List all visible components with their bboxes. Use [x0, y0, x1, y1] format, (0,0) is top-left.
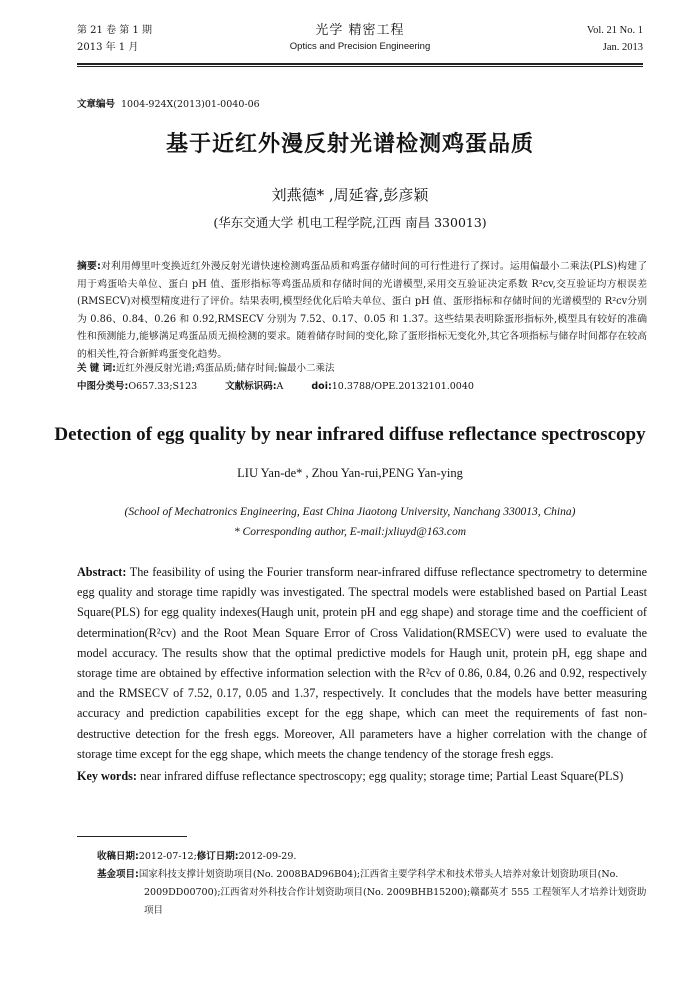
footnote-rule — [77, 836, 187, 837]
article-number-value: 1004-924X(2013)01-0040-06 — [121, 99, 260, 110]
footnote — [97, 848, 647, 920]
header-rule-thin — [77, 66, 643, 67]
article-number — [77, 96, 260, 110]
abstract-cn-text: 对利用傅里叶变换近红外漫反射光谱快速检测鸡蛋品质和鸡蛋存储时间的可行性进行了探讨。运用偏最小二乘法(PLS)构建了用于鸡蛋哈夫单位、蛋白 pH 值、蛋形指标等鸡蛋品质和存储时间的光谱模型,采用交互验证决定系数 R²cv,交互验证均方根误差(RMSECV)对模型精度进行了评价。结果表明,模型经优化后哈夫单位、蛋白 pH 值、蛋形指标和存储时间的光谱模型的 R²cv分别为 0.86、0.84、0.26 和 0.92,RMSECV 分别为 7.52、0.17、0.05 和 1.37。这些结果表明除蛋形指标外,模型具有较好的准确性和预测能力,能够满足鸡蛋品质无损检测的要求。随着储存时间的变化,除了蛋形指标无变化外,其它各项指标与储存时间都存在较高的相关性,符合新鲜鸡蛋变化趋势。 — [77, 261, 648, 360]
keywords-en-text: near infrared diffuse reflectance spectroscopy; egg quality; storage time; Partial Least Square(PLS) — [136, 769, 624, 783]
affiliation-en: (School of Mechatronics Engineering, East China Jiaotong University, Nanchang 330013, China) — [124, 506, 576, 518]
keywords-en-label: Key words: — [77, 769, 137, 783]
keywords-en — [77, 766, 647, 786]
volume-issue-en: Vol. 21 No. 1 — [586, 25, 643, 36]
running-header — [77, 22, 643, 60]
authors-en: LIU Yan-de* , Zhou Yan-rui,PENG Yan-ying — [237, 466, 463, 480]
doi-value[interactable]: 10.3788/OPE.20132101.0040 — [331, 381, 474, 392]
fund-label: 基金项目: — [97, 869, 139, 880]
doi-label: doi: — [311, 381, 332, 392]
header-journal — [77, 22, 643, 54]
abstract-en-text: The feasibility of using the Fourier transform near-infrared diffuse reflectance spectrometry to determine egg quality and storage time rapidly was investigated. The spectral models were established based on Partial Least Square(PLS) for egg quality indexes(Haugh unit, protein pH and egg shape) and storage time and the coefficient of determination(R²cv) and the Root Mean Square Error of Cross Validation(RMSECV) were used to evaluate the model accuracy. The results show that the optimal predictive models for Haugh unit, protein pH, egg shape and storage time are obtained by effective information selection with the R²cv of 0.86, 0.84, 0.26 and 0.92, respectively and the RMSECV of 7.52, 0.17, 0.05 and 1.37, respectively. It concludes that the models have better measuring accuracy and prediction capabilities except for the egg shape, which can meet the requirements of fast non-destructive detection for the fresh eggs. Moreover, All parameters have a higher correlation with the change of storage time except for the egg shape, which meets the change tendency of the storage fresh eggs. — [77, 565, 647, 761]
abstract-cn-label: 摘要: — [77, 261, 101, 272]
affiliation-cn: (华东交通大学 机电工程学院,江西 南昌 330013) — [213, 215, 487, 230]
revised-label: 修订日期: — [196, 851, 239, 862]
received-label: 收稿日期: — [97, 851, 139, 862]
volume-issue-cn: 第 21 卷 第 1 期 — [77, 25, 152, 36]
authors-cn: 刘燕德* ,周延睿,彭彦颖 — [271, 186, 429, 204]
header-rule-thick — [77, 63, 643, 65]
abstract-en-label: Abstract: — [77, 565, 127, 579]
footnote-dates — [97, 848, 647, 866]
header-right — [587, 22, 643, 56]
title-en: Detection of egg quality by near infrared diffuse reflectance spectroscopy — [54, 424, 646, 445]
keywords-cn-label: 关 键 词: — [77, 363, 116, 374]
abstract-cn — [77, 258, 647, 363]
classification — [77, 378, 647, 392]
footnote-fund — [97, 866, 647, 920]
keywords-cn-text: 近红外漫反射光谱;鸡蛋品质;储存时间;偏最小二乘法 — [115, 363, 335, 374]
abstract-en — [77, 562, 647, 764]
doc-code-label: 文献标识码: — [225, 381, 277, 392]
date-en: Jan. 2013 — [602, 42, 643, 53]
fund-text: 国家科技支撑计划资助项目(No. 2008BAD96B04);江西省主要学科学术和技术带头人培养对象计划资助项目(No. 2009DD00700);江西省对外科技合作计划资助项目(No. 2009BHB15200);赣鄱英才 555 工程领军人才培养计划资助项目 — [138, 869, 647, 916]
journal-title-en: Optics and Precision Engineering — [289, 41, 431, 52]
title-cn: 基于近红外漫反射光谱检测鸡蛋品质 — [165, 132, 534, 157]
keywords-cn — [77, 360, 647, 374]
received-value: 2012-07-12; — [138, 851, 197, 862]
journal-title-cn: 光学 精密工程 — [315, 23, 405, 38]
clc-label: 中图分类号: — [77, 381, 129, 392]
clc-value: O657.33;S123 — [128, 381, 198, 392]
corresponding-author-en: * Corresponding author, E-mail:jxliuyd@163.com — [233, 526, 467, 538]
date-cn: 2013 年 1 月 — [77, 42, 139, 53]
revised-value: 2012-09-29. — [238, 851, 297, 862]
doc-code-value: A — [276, 381, 284, 392]
article-number-label: 文章编号 — [77, 99, 116, 110]
